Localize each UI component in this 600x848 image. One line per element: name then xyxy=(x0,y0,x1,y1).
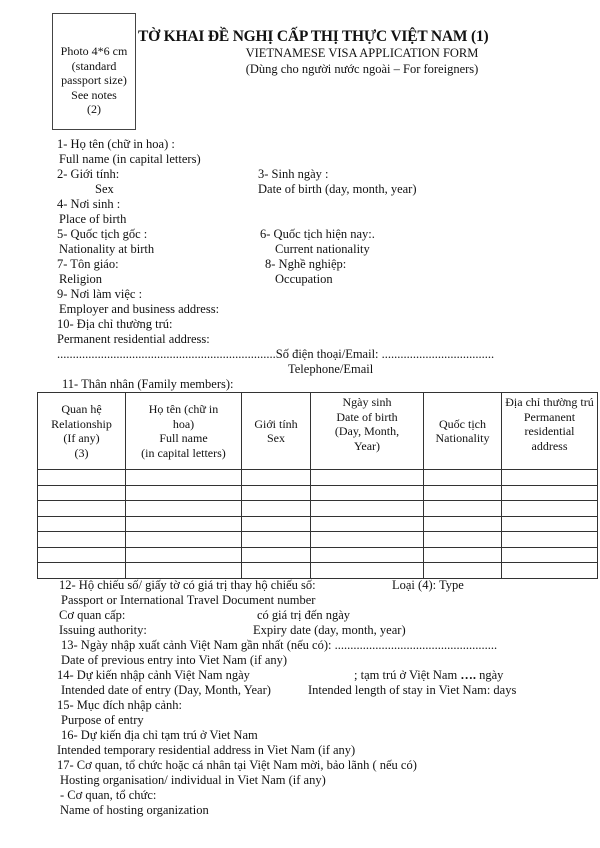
phone-dots[interactable]: .................................... xyxy=(381,347,495,361)
field-7-label-vi: 7- Tôn giáo: xyxy=(57,257,119,271)
field-16-label-vi: 16- Dự kiến địa chỉ tạm trú ở Viet Nam xyxy=(61,728,258,742)
table-header-row xyxy=(38,393,598,470)
field-6-label-vi: 6- Quốc tịch hiện nay:. xyxy=(260,227,375,241)
header-line: hoa) xyxy=(172,416,195,431)
field-17-label-vi: 17- Cơ quan, tổ chức hoặc cá nhân tại Việt Nam mời, bảo lãnh ( nếu có) xyxy=(57,758,417,772)
org-label-vi: - Cơ quan, tổ chức: xyxy=(60,788,157,802)
field-4-label-vi: 4- Nơi sinh : xyxy=(57,197,121,211)
field-14-stay-en: Intended length of stay in Viet Nam: days xyxy=(308,683,517,697)
field-17-label-en: Hosting organisation/ individual in Viet Nam (if any) xyxy=(60,773,326,787)
table-cell[interactable] xyxy=(502,470,598,486)
field-15-label-en: Purpose of entry xyxy=(61,713,144,727)
header-line: Year) xyxy=(353,438,381,453)
table-row xyxy=(38,501,598,517)
col-full-name xyxy=(126,393,242,470)
table-cell[interactable] xyxy=(242,563,311,579)
photo-line: Photo 4*6 cm xyxy=(60,44,128,58)
table-cell[interactable] xyxy=(311,532,424,548)
org-label-en: Name of hosting organization xyxy=(60,803,209,817)
form-subtitle-note: (Dùng cho người nước ngoài – For foreigners) xyxy=(245,62,479,76)
table-cell[interactable] xyxy=(424,470,502,486)
table-cell[interactable] xyxy=(126,547,242,563)
table-cell[interactable] xyxy=(311,547,424,563)
table-cell[interactable] xyxy=(126,516,242,532)
header-line: Họ tên (chữ in xyxy=(148,402,219,416)
table-cell[interactable] xyxy=(126,501,242,517)
table-row xyxy=(38,516,598,532)
field-9-label-en: Employer and business address: xyxy=(59,302,220,316)
header-line: address xyxy=(531,438,568,453)
header-line: Địa chỉ thường trú xyxy=(505,395,594,409)
table-row xyxy=(38,485,598,501)
form-title: TỜ KHAI ĐỀ NGHỊ CẤP THỊ THỰC VIỆT NAM (1) xyxy=(138,28,489,45)
expiry-label-en: Expiry date (day, month, year) xyxy=(253,623,406,637)
field-5-label-en: Nationality at birth xyxy=(59,242,155,256)
table-cell[interactable] xyxy=(242,485,311,501)
table-cell[interactable] xyxy=(126,470,242,486)
issuer-label-en: Issuing authority: xyxy=(59,623,147,637)
phone-label-en: Telephone/Email xyxy=(288,362,374,376)
address-line[interactable] xyxy=(57,347,494,362)
table-cell[interactable] xyxy=(311,516,424,532)
table-cell[interactable] xyxy=(502,501,598,517)
field-3-label-en: Date of birth (day, month, year) xyxy=(258,182,417,196)
phone-label-vi: Số điện thoại/Email: xyxy=(275,347,379,361)
field-14-label-vi: 14- Dự kiến nhập cảnh Việt Nam ngày xyxy=(57,668,250,682)
table-cell[interactable] xyxy=(311,485,424,501)
field-5-label-vi: 5- Quốc tịch gốc : xyxy=(57,227,148,241)
header-line: residential xyxy=(524,424,575,438)
table-row xyxy=(38,563,598,579)
table-cell[interactable] xyxy=(502,547,598,563)
field-6-label-en: Current nationality xyxy=(275,242,370,256)
header-line: Ngày sinh xyxy=(342,395,392,409)
field-15-label-vi: 15- Mục đích nhập cảnh: xyxy=(57,698,182,712)
header-line: Permanent xyxy=(523,409,576,424)
table-cell[interactable] xyxy=(424,501,502,517)
table-cell[interactable] xyxy=(424,516,502,532)
header-line: Sex xyxy=(267,431,285,445)
field-7-label-en: Religion xyxy=(59,272,103,286)
header-line: Quan hệ xyxy=(61,402,102,416)
table-cell[interactable] xyxy=(424,563,502,579)
field-8-label-en: Occupation xyxy=(275,272,333,286)
table-cell[interactable] xyxy=(502,532,598,548)
table-cell[interactable] xyxy=(126,563,242,579)
header-line: Nationality xyxy=(435,431,490,445)
field-4-label-en: Place of birth xyxy=(59,212,127,226)
table-cell[interactable] xyxy=(242,532,311,548)
photo-line: See notes xyxy=(71,87,117,102)
photo-line: (2) xyxy=(87,102,101,116)
form-subtitle-en: VIETNAMESE VISA APPLICATION FORM xyxy=(245,46,479,60)
field-13-label-vi: 13- Ngày nhập xuất cảnh Việt Nam gần nhất (nếu có): xyxy=(61,638,332,652)
table-cell[interactable] xyxy=(38,563,126,579)
col-nationality xyxy=(424,393,502,470)
table-row xyxy=(38,532,598,548)
field-14-label-en: Intended date of entry (Day, Month, Year) xyxy=(61,683,271,697)
table-cell[interactable] xyxy=(242,501,311,517)
table-cell[interactable] xyxy=(311,563,424,579)
expiry-label-vi: có giá trị đến ngày xyxy=(257,608,351,622)
table-cell[interactable] xyxy=(311,501,424,517)
header-line: Date of birth xyxy=(336,409,398,424)
field-13-label-en: Date of previous entry into Viet Nam (if any) xyxy=(61,653,288,667)
field-10-label-en: Permanent residential address: xyxy=(57,332,210,346)
field-12-type: Loại (4): Type xyxy=(392,578,464,592)
field-10-label-vi: 10- Địa chỉ thường trú: xyxy=(57,317,173,331)
family-members-table xyxy=(37,392,598,579)
col-relationship xyxy=(38,393,126,470)
field-2-label-en: Sex xyxy=(95,182,114,196)
header-line: Full name xyxy=(159,431,208,445)
field-1-label-vi: 1- Họ tên (chữ in hoa) : xyxy=(57,137,175,151)
table-cell[interactable] xyxy=(242,516,311,532)
header-line: Quốc tịch xyxy=(439,416,486,431)
col-date-of-birth xyxy=(311,393,424,470)
table-cell[interactable] xyxy=(126,532,242,548)
table-row xyxy=(38,547,598,563)
table-cell[interactable] xyxy=(502,516,598,532)
photo-placeholder[interactable] xyxy=(52,13,136,130)
table-cell[interactable] xyxy=(424,485,502,501)
table-cell[interactable] xyxy=(424,532,502,548)
photo-line: (standard xyxy=(71,58,117,73)
photo-line: passport size) xyxy=(61,73,127,87)
header-line: (in capital letters) xyxy=(141,445,226,460)
table-cell[interactable] xyxy=(38,547,126,563)
field-3-label-vi: 3- Sinh ngày : xyxy=(258,167,329,181)
table-cell[interactable] xyxy=(126,485,242,501)
table-cell[interactable] xyxy=(38,532,126,548)
table-cell[interactable] xyxy=(424,547,502,563)
field-12-label-en: Passport or International Travel Document number xyxy=(61,593,316,607)
issuer-label-vi: Cơ quan cấp: xyxy=(59,608,126,622)
table-cell[interactable] xyxy=(502,485,598,501)
header-line: (3) xyxy=(74,445,89,460)
table-cell[interactable] xyxy=(242,470,311,486)
field-1-label-en: Full name (in capital letters) xyxy=(59,152,201,166)
field-16-label-en: Intended temporary residential address in Viet Nam (if any) xyxy=(57,743,356,757)
header-line: (If any) xyxy=(63,431,100,445)
table-row xyxy=(38,470,598,486)
field-8-label-vi: 8- Nghề nghiệp: xyxy=(265,257,347,271)
field-11-label: 11- Thân nhân (Family members): xyxy=(62,377,234,391)
field-2-label-vi: 2- Giới tính: xyxy=(57,167,120,181)
field-12-label-vi: 12- Hộ chiếu số/ giấy tờ có giá trị thay hộ chiếu số: xyxy=(59,578,316,592)
field-13-line xyxy=(61,638,497,653)
table-cell[interactable] xyxy=(38,501,126,517)
col-sex xyxy=(242,393,311,470)
stay-label: ; tạm trú ở Việt Nam xyxy=(354,668,458,682)
header-line: (Day, Month, xyxy=(334,424,400,438)
table-cell[interactable] xyxy=(502,563,598,579)
col-permanent-address xyxy=(502,393,598,470)
table-cell[interactable] xyxy=(38,516,126,532)
header-line: Relationship xyxy=(51,416,112,431)
header-line: Giới tính xyxy=(254,416,298,431)
stay-days-field[interactable]: …. xyxy=(460,668,476,682)
family-table-body xyxy=(38,470,598,579)
address-dots: ...................................................................... xyxy=(57,347,276,361)
field-9-label-vi: 9- Nơi làm việc : xyxy=(57,287,143,301)
field-14-stay-vi xyxy=(354,668,503,683)
field-13-dots[interactable]: .................................................... xyxy=(334,638,498,652)
table-cell[interactable] xyxy=(311,470,424,486)
table-cell[interactable] xyxy=(38,485,126,501)
stay-unit: ngày xyxy=(479,668,504,682)
table-cell[interactable] xyxy=(38,470,126,486)
table-cell[interactable] xyxy=(242,547,311,563)
